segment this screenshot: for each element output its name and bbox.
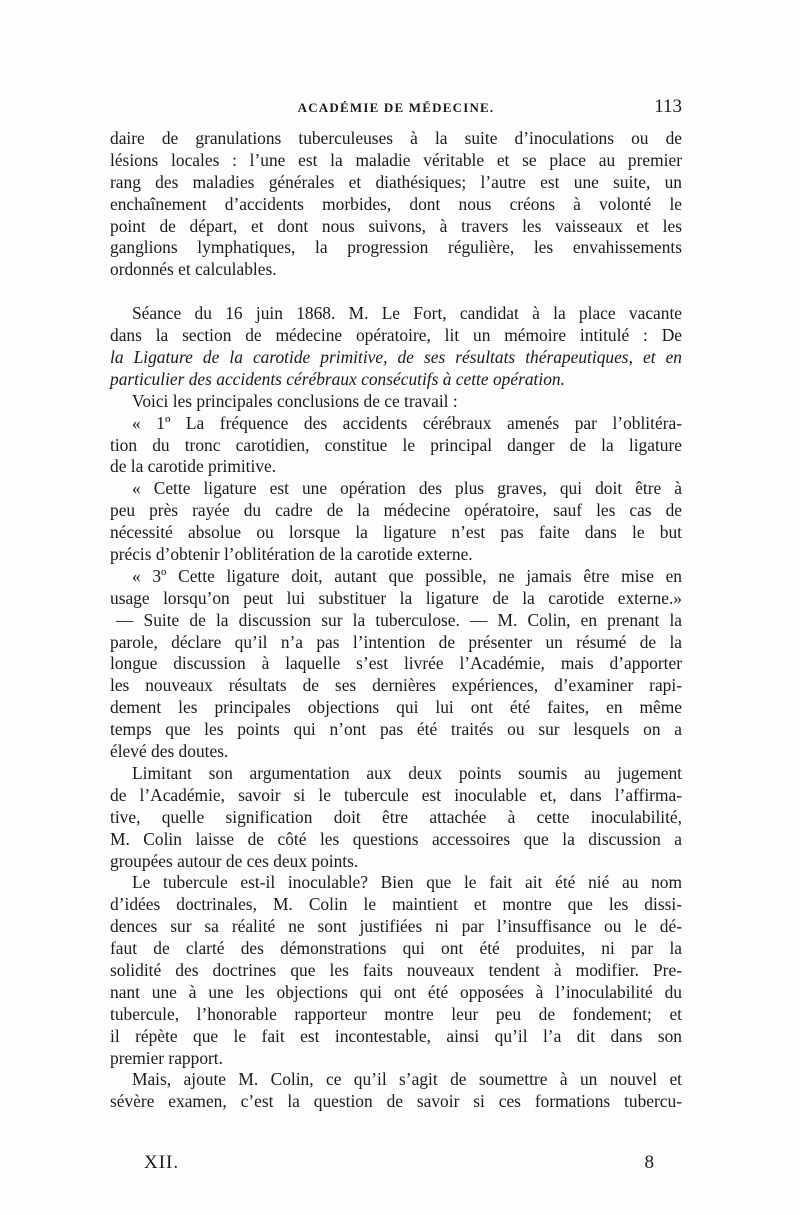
text-line: Limitant son argumentation aux deux points soumis au jugement <box>132 762 682 783</box>
text-line: « 3º Cette ligature doit, autant que possible, ne jamais être mise en <box>132 565 682 586</box>
body-text <box>110 128 682 1113</box>
text-line: tion du tronc carotidien, constitue le principal danger de la ligature <box>110 434 682 455</box>
text-line: il répète que le fait est incontestable, ainsi qu’il l’a dit dans son <box>110 1025 682 1046</box>
sheet-number: 8 <box>644 1152 654 1173</box>
text-line: ordonnés et calculables. <box>110 259 277 280</box>
text-line: Voici les principales conclusions de ce travail : <box>132 390 458 411</box>
text-line: solidité des doctrines que les faits nouveaux tendent à modifier. Pre- <box>110 959 682 980</box>
text-line: ganglions lymphatiques, la progression régulière, les envahissements <box>110 237 682 258</box>
text-line: sévère examen, c’est la question de savoir si ces formations tubercu- <box>110 1091 682 1112</box>
signature-mark: XII. <box>144 1152 180 1173</box>
text-line: Séance du 16 juin 1868. M. Le Fort, candidat à la place vacante <box>132 303 682 324</box>
text-line: dement les principales objections qui lui ont été faites, en même <box>110 697 682 718</box>
text-line: d’idées doctrinales, M. Colin le maintient et montre que les dissi- <box>110 894 682 915</box>
text-line: groupées autour de ces deux points. <box>110 850 359 871</box>
text-line: « 1º La fréquence des accidents cérébraux amenés par l’oblitéra- <box>132 412 682 433</box>
text-line: de l’Académie, savoir si le tubercule est inoculable et, dans l’affirma- <box>110 784 682 805</box>
text-line: peu près rayée du cadre de la médecine opératoire, sauf les cas de <box>110 500 682 521</box>
text-line: usage lorsqu’on peut lui substituer la ligature de la carotide externe.» <box>110 587 682 608</box>
text-line: enchaînement d’accidents morbides, dont nous créons à volonté le <box>110 193 682 214</box>
page-number: 113 <box>654 96 682 117</box>
running-title: ACADÉMIE DE MÉDECINE. <box>297 100 495 115</box>
text-line: temps que les points qui n’ont pas été traités ou sur lesquels on a <box>110 719 682 740</box>
page-footer <box>144 1152 654 1178</box>
text-line: point de départ, et dont nous suivons, à travers les vaisseaux et les <box>110 215 682 236</box>
text-line: dans la section de médecine opératoire, lit un mémoire intitulé : De <box>110 325 682 346</box>
text-line: précis d’obtenir l’oblitération de la carotide externe. <box>110 544 473 565</box>
text-line: nant une à une les objections qui ont été opposées à l’inoculabilité du <box>110 981 682 1002</box>
text-line: parole, déclare qu’il n’a pas l’intention de présenter un résumé de la <box>110 631 682 652</box>
text-line: — Suite de la discussion sur la tuberculose. — M. Colin, en prenant la <box>116 609 682 630</box>
text-line: élevé des doutes. <box>110 741 229 762</box>
text-line: tive, quelle signification doit être attachée à cette inoculabilité, <box>110 806 682 827</box>
text-line: rang des maladies générales et diathésiques; l’autre est une suite, un <box>110 171 682 192</box>
text-line: les nouveaux résultats de ses dernières expériences, d’examiner rapi- <box>110 675 682 696</box>
text-line: de la carotide primitive. <box>110 456 277 477</box>
text-line: la Ligature de la carotide primitive, de ses résultats thérapeutiques, et en <box>110 347 682 368</box>
page-header <box>110 96 682 124</box>
text-line: premier rapport. <box>110 1047 223 1068</box>
text-line: particulier des accidents cérébraux consécutifs à cette opération. <box>110 368 565 389</box>
text-line: tubercule, l’honorable rapporteur montre leur peu de fondement; et <box>110 1003 682 1024</box>
text-line: dences sur sa réalité ne sont justifiées ni par l’insuffisance ou le dé- <box>110 916 682 937</box>
text-line: daire de granulations tuberculeuses à la suite d’inoculations ou de <box>110 128 682 148</box>
paragraph-gap <box>110 281 682 303</box>
text-line: M. Colin laisse de côté les questions accessoires que la discussion a <box>110 828 682 849</box>
text-line: « Cette ligature est une opération des plus graves, qui doit être à <box>132 478 682 499</box>
text-line: Mais, ajoute M. Colin, ce qu’il s’agit de soumettre à un nouvel et <box>132 1069 682 1090</box>
text-line: nécessité absolue ou lorsque la ligature n’est pas faite dans le but <box>110 522 682 543</box>
text-line: Le tubercule est-il inoculable? Bien que le fait ait été nié au nom <box>132 872 682 893</box>
text-line: faut de clarté des démonstrations qui ont été produites, ni par la <box>110 938 682 959</box>
text-line: lésions locales : l’une est la maladie véritable et se place au premier <box>110 149 682 170</box>
text-line: longue discussion à laquelle s’est livrée l’Académie, mais d’apporter <box>110 653 682 674</box>
